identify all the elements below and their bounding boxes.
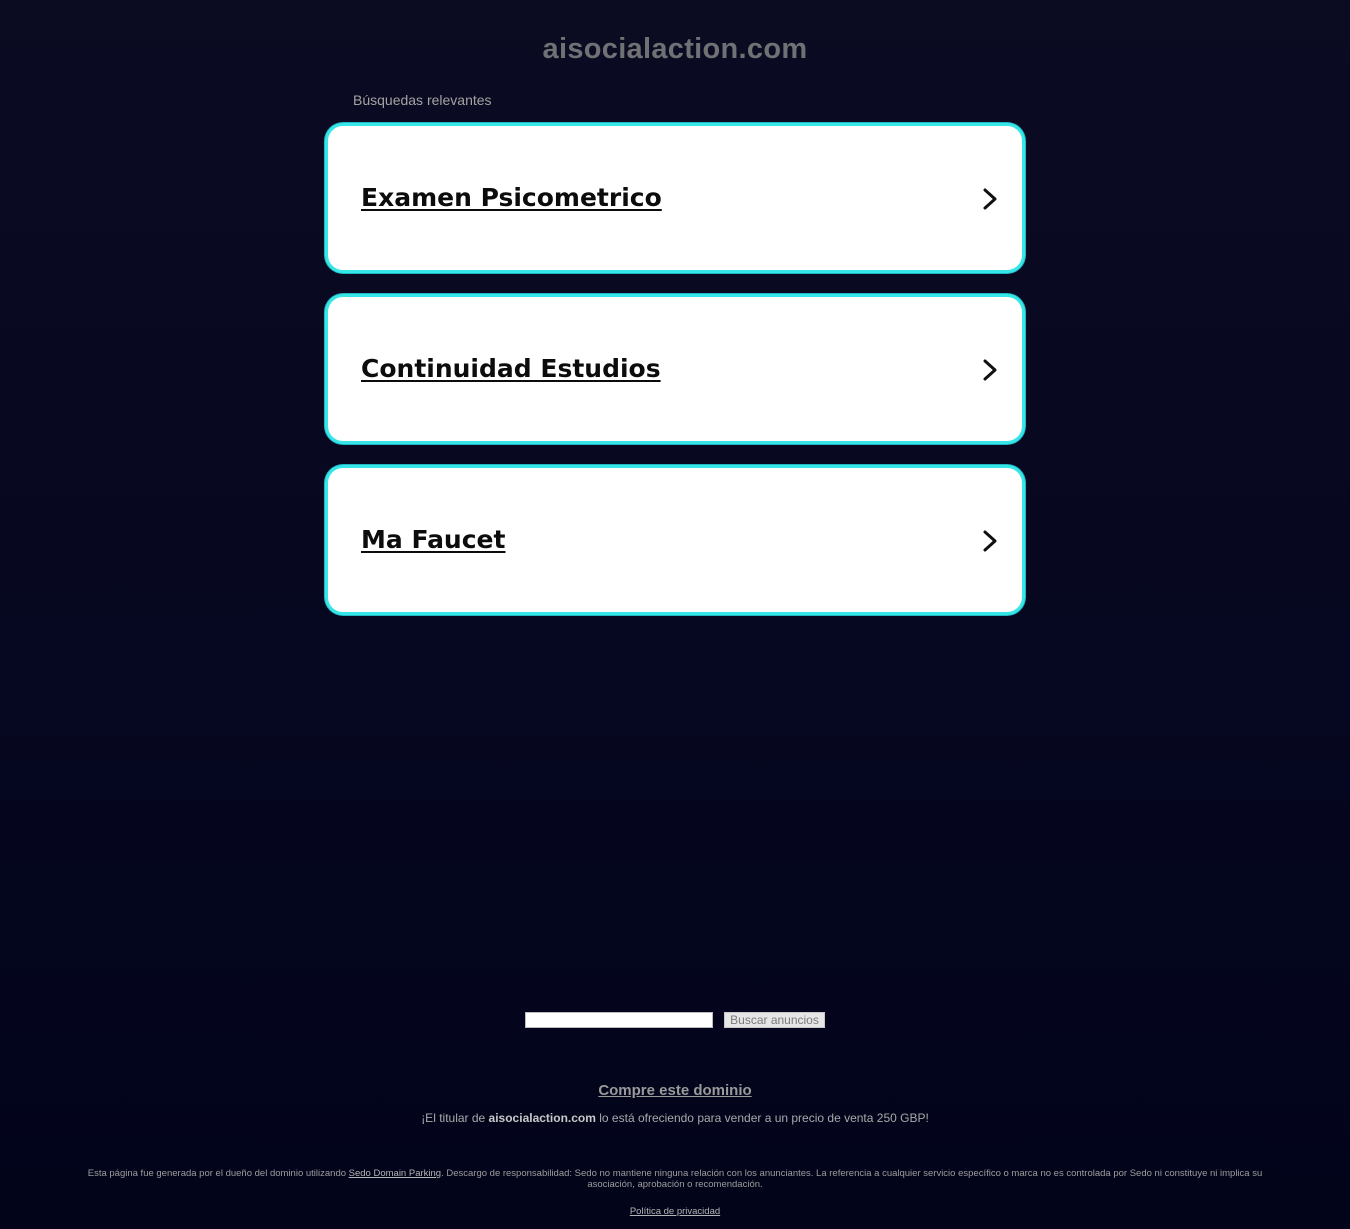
related-search-card-examen-psicometrico[interactable] <box>325 123 1025 273</box>
offer-domain: aisocialaction.com <box>488 1111 596 1125</box>
domain-offer-text <box>0 1111 1350 1125</box>
disclaimer-prefix: Esta página fue generada por el dueño del dominio utilizando <box>87 1168 349 1179</box>
buy-domain-link[interactable]: Compre este dominio <box>598 1082 752 1099</box>
related-searches-label: Búsquedas relevantes <box>353 92 492 108</box>
disclaimer-text <box>75 1168 1275 1190</box>
related-search-card-ma-faucet[interactable] <box>325 465 1025 615</box>
domain-title: aisocialaction.com <box>542 33 808 65</box>
chevron-right-icon <box>980 358 1000 382</box>
search-ads-button[interactable]: Buscar anuncios <box>724 1012 825 1028</box>
disclaimer-suffix: . Descargo de responsabilidad: Sedo no mantiene ninguna relación con los anunciantes. La referencia a cualquier servicio específico o marca no es controlada por Sedo ni constituye ni implica su asociación, aprobación o recomendación. <box>441 1168 1263 1190</box>
chevron-right-icon <box>980 529 1000 553</box>
chevron-right-icon <box>980 187 1000 211</box>
ad-search-form <box>525 1012 825 1030</box>
related-search-link[interactable]: Ma Faucet <box>361 525 506 554</box>
privacy-policy-link[interactable]: Política de privacidad <box>629 1206 721 1217</box>
offer-prefix: ¡El titular de <box>421 1111 489 1125</box>
related-search-card-continuidad-estudios[interactable] <box>325 294 1025 444</box>
ad-search-input[interactable] <box>525 1012 713 1028</box>
related-search-link[interactable]: Examen Psicometrico <box>361 183 662 212</box>
offer-suffix: lo está ofreciendo para vender a un precio de venta 250 GBP! <box>595 1111 929 1125</box>
sedo-domain-parking-link[interactable]: Sedo Domain Parking <box>348 1168 442 1179</box>
related-search-link[interactable]: Continuidad Estudios <box>361 354 661 383</box>
